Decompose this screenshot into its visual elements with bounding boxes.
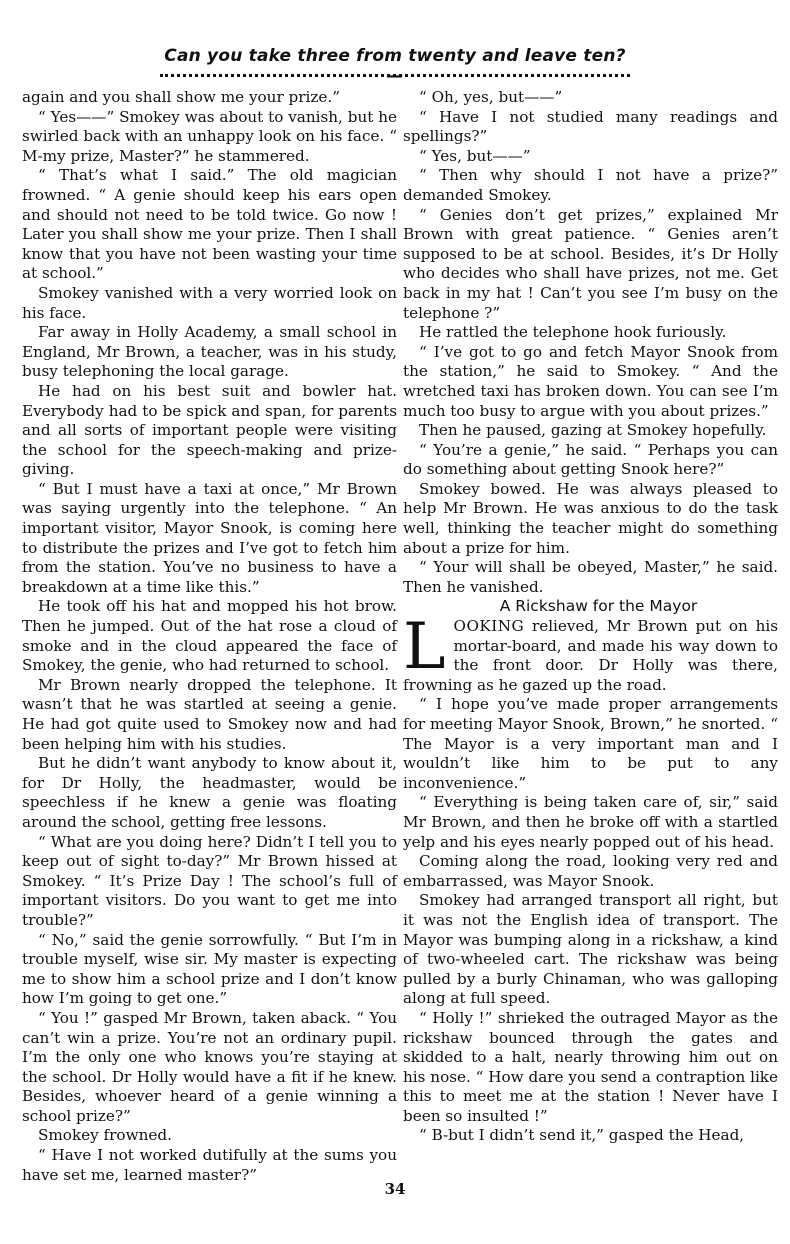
paragraph: “ I’ve got to go and fetch Mayor Snook from the station,” he said to Smokey. “ And the wretched taxi has broken down. You can see I’m much too busy to argue with you about prizes.” <box>403 342 778 420</box>
paragraph: “ Genies don’t get prizes,” explained Mr Brown with great patience. “ Genies aren’t supposed to be at school. Besides, it’s Dr Holly who decides who shall have prizes, not me. Get back in my hat ! Can’t you see I’m busy on the telephone ?” <box>403 205 778 322</box>
paragraph: “ Yes, but——” <box>419 146 531 165</box>
paragraph: “ No,” said the genie sorrowfully. “ But I’m in trouble myself, wise sir. My master is expecting me to show him a school prize and I don’t know how I’m going to get one.” <box>22 930 397 1008</box>
paragraph: “ That’s what I said.” The old magician frowned. “ A genie should keep his ears open and should not need to be told twice. Go now ! Later you shall show me your prize. Then I shall know that you have not been wasting your time at school.” <box>22 166 397 283</box>
paragraph: Smokey had arranged transport all right, but it was not the English idea of transport. The Mayor was bumping along in a rickshaw, a kind of two-wheeled cart. The rickshaw was being pulled by a burly Chinaman, who was galloping along at full speed. <box>403 891 778 1008</box>
paragraph: Smokey frowned. <box>38 1126 172 1145</box>
header-dotted-rule <box>160 74 630 77</box>
paragraph: “ What are you doing here? Didn’t I tell you to keep out of sight to-day?” Mr Brown hissed at Smokey. “ It’s Prize Day ! The school’s full of important visitors. Do you want to get me into trouble?” <box>22 832 397 929</box>
section-heading: A Rickshaw for the Mayor <box>499 597 698 616</box>
paragraph: He rattled the telephone hook furiously. <box>419 323 727 342</box>
paragraph: “ B-but I didn’t send it,” gasped the Head, <box>419 1126 745 1145</box>
paragraph: “ Everything is being taken care of, sir,” said Mr Brown, and then he broke off with a startled yelp and his eyes nearly popped out of his head. <box>403 793 778 851</box>
paragraph: “ Have I not studied many readings and spellings?” <box>403 107 778 146</box>
drop-cap-letter: L <box>403 610 446 685</box>
paragraph: again and you shall show me your prize.” <box>22 88 340 106</box>
paragraph: “ Your will shall be obeyed, Master,” he said. Then he vanished. <box>403 558 778 596</box>
paragraph: Coming along the road, looking very red and embarrassed, was Mayor Snook. <box>403 852 778 890</box>
paragraph: He had on his best suit and bowler hat. Everybody had to be spick and span, for parents and all sorts of important people were visiting the school for the speech-making and prize-giving. <box>22 381 397 479</box>
left-column <box>22 88 397 1185</box>
paragraph: Smokey bowed. He was always pleased to help Mr Brown. He was anxious to do the task well, thinking the teacher might do something about a prize for him. <box>403 479 778 557</box>
paragraph: “ I hope you’ve made proper arrangements for meeting Mayor Snook, Brown,” he snorted. “ The Mayor is a very important man and I wouldn’t like him to be put to any inconvenience.” <box>403 695 778 792</box>
right-column <box>403 88 778 1146</box>
paragraph: “ Have I not worked dutifully at the sums you have set me, learned master?” <box>22 1146 397 1184</box>
drop-cap-lead-word: OOKING <box>453 617 525 636</box>
dropcap-paragraph <box>403 610 778 695</box>
paragraph: But he didn’t want anybody to know about it, for Dr Holly, the headmaster, would be speechless if he knew a genie was floating around the school, getting free lessons. <box>22 754 397 831</box>
paragraph: “ You’re a genie,” he said. “ Perhaps you can do something about getting Snook here?” <box>403 440 778 479</box>
paragraph: Far away in Holly Academy, a small school in England, Mr Brown, a teacher, was in his study, busy telephoning the local garage. <box>22 323 397 381</box>
page-number: 34 <box>384 1180 406 1198</box>
paragraph: “ Then why should I not have a prize?” demanded Smokey. <box>403 166 778 204</box>
paragraph: “ Oh, yes, but——” <box>419 88 563 106</box>
drop-cap-paragraph-text: relieved, Mr Brown put on his mortar-board, and made his way down to the front door. Dr Holly was there, frowning as he gazed up the road. <box>403 617 778 694</box>
paragraph: “ You !” gasped Mr Brown, taken aback. “ You can’t win a prize. You’re not an ordinary pupil. I’m the only one who knows you’re staying at the school. Dr Holly would have a fit if he knew. Besides, whoever heard of a genie winning a school prize?” <box>22 1008 397 1125</box>
paragraph: “ Holly !” shrieked the outraged Mayor as the rickshaw bounced through the gates and skidded to a halt, nearly throwing him out on his nose. “ How dare you send a contraption like this to meet me at the station ! Never have I been so insulted !” <box>403 1008 778 1125</box>
paragraph: “ Yes——” Smokey was about to vanish, but he swirled back with an unhappy look on his face. “ M-my prize, Master?” he stammered. <box>22 107 397 165</box>
running-header: Can you take three from twenty and leave ten? — <box>164 46 626 86</box>
paragraph: He took off his hat and mopped his hot brow. Then he jumped. Out of the hat rose a cloud of smoke and in the cloud appeared the face of Smokey, the genie, who had returned to school. <box>22 597 397 675</box>
paragraph: Mr Brown nearly dropped the telephone. It wasn’t that he was startled at seeing a genie. He had got quite used to Smokey now and had been helping him with his studies. <box>22 675 397 753</box>
paragraph: Smokey vanished with a very worried look on his face. <box>22 283 397 322</box>
paragraph: “ But I must have a taxi at once,” Mr Brown was saying urgently into the telephone. “ An important visitor, Mayor Snook, is coming here to distribute the prizes and I’ve got to fetch him from the station. You’ve no business to have a breakdown at a time like this.” <box>22 479 397 596</box>
paragraph: Then he paused, gazing at Smokey hopefully. <box>419 421 767 440</box>
